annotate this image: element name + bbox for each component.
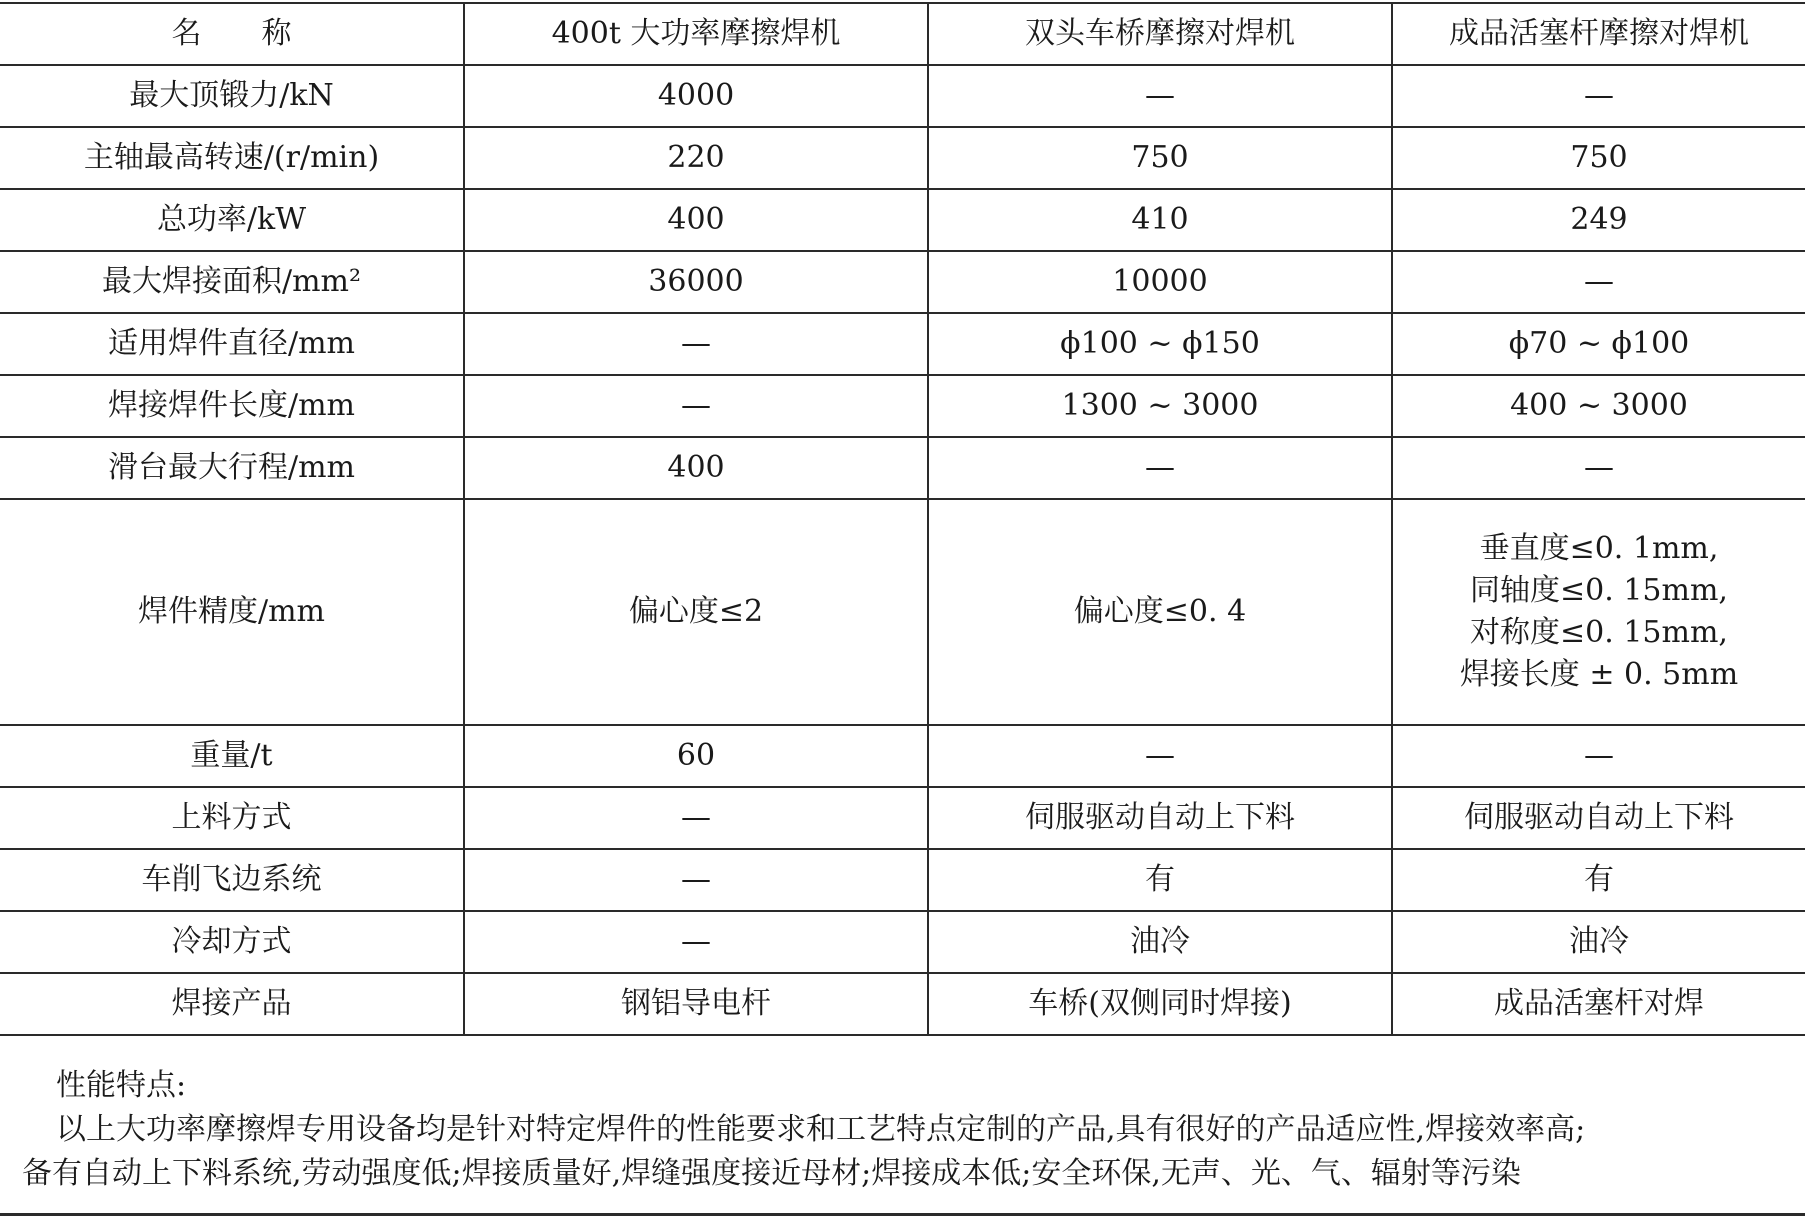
table-row	[0, 437, 1805, 499]
table-row	[0, 313, 1805, 375]
row-label: 车削飞边系统	[0, 849, 464, 911]
notes-line: 备有自动上下料系统,劳动强度低;焊接质量好,焊缝强度接近母材;焊接成本低;安全环保,无声、光、气、辐射等污染	[22, 1156, 1521, 1191]
cell: 60	[464, 725, 928, 787]
row-label: 焊件精度/mm	[0, 499, 464, 725]
header-machine-400t: 400t 大功率摩擦焊机	[464, 3, 928, 65]
table-row	[0, 973, 1805, 1035]
cell: 钢铝导电杆	[464, 973, 928, 1035]
cell: 偏心度≤2	[464, 499, 928, 725]
cell: 车桥(双侧同时焊接)	[928, 973, 1392, 1035]
cell: ϕ100 ~ ϕ150	[928, 313, 1392, 375]
cell-line: 焊接长度 ± 0. 5mm	[1459, 657, 1739, 692]
spec-table	[0, 2, 1805, 1036]
cell: 10000	[928, 251, 1392, 313]
cell: —	[1392, 65, 1805, 127]
table-row	[0, 251, 1805, 313]
cell: —	[464, 375, 928, 437]
cell: ϕ70 ~ ϕ100	[1392, 313, 1805, 375]
row-label: 冷却方式	[0, 911, 464, 973]
table-row	[0, 189, 1805, 251]
row-label: 焊接产品	[0, 973, 464, 1035]
cell: 油冷	[1392, 911, 1805, 973]
header-name: 名 称	[0, 3, 464, 65]
table-row	[0, 911, 1805, 973]
cell: 有	[928, 849, 1392, 911]
cell: —	[464, 849, 928, 911]
table-row	[0, 849, 1805, 911]
cell-line: 同轴度≤0. 15mm,	[1470, 573, 1728, 608]
row-label: 适用焊件直径/mm	[0, 313, 464, 375]
cell: —	[464, 787, 928, 849]
cell-multiline	[1392, 499, 1805, 725]
cell: 伺服驱动自动上下料	[928, 787, 1392, 849]
cell: 750	[1392, 127, 1805, 189]
cell: —	[928, 725, 1392, 787]
cell: 249	[1392, 189, 1805, 251]
table-row	[0, 65, 1805, 127]
cell-line: 垂直度≤0. 1mm,	[1479, 531, 1719, 566]
table-header-row	[0, 3, 1805, 65]
table-row	[0, 499, 1805, 725]
row-label: 总功率/kW	[0, 189, 464, 251]
header-machine-piston-rod: 成品活塞杆摩擦对焊机	[1392, 3, 1805, 65]
cell: 400	[464, 189, 928, 251]
cell: 750	[928, 127, 1392, 189]
cell: 400 ~ 3000	[1392, 375, 1805, 437]
header-machine-axle: 双头车桥摩擦对焊机	[928, 3, 1392, 65]
cell: 偏心度≤0. 4	[928, 499, 1392, 725]
row-label: 最大焊接面积/mm²	[0, 251, 464, 313]
cell: 36000	[464, 251, 928, 313]
notes-line: 以上大功率摩擦焊专用设备均是针对特定焊件的性能要求和工艺特点定制的产品,具有很好的产品适应性,焊接效率高;	[56, 1112, 1586, 1147]
cell: —	[1392, 437, 1805, 499]
table-row	[0, 725, 1805, 787]
cell: —	[464, 313, 928, 375]
row-label: 主轴最高转速/(r/min)	[0, 127, 464, 189]
cell: 成品活塞杆对焊	[1392, 973, 1805, 1035]
cell: —	[928, 437, 1392, 499]
performance-notes	[0, 1042, 1805, 1216]
table-row	[0, 375, 1805, 437]
notes-title: 性能特点:	[56, 1068, 187, 1103]
row-label: 焊接焊件长度/mm	[0, 375, 464, 437]
row-label: 上料方式	[0, 787, 464, 849]
cell: —	[1392, 251, 1805, 313]
cell: 1300 ~ 3000	[928, 375, 1392, 437]
cell: 400	[464, 437, 928, 499]
cell: 4000	[464, 65, 928, 127]
cell: —	[1392, 725, 1805, 787]
cell-line: 对称度≤0. 15mm,	[1470, 615, 1728, 650]
row-label: 最大顶锻力/kN	[0, 65, 464, 127]
cell: 有	[1392, 849, 1805, 911]
cell: 410	[928, 189, 1392, 251]
table-row	[0, 127, 1805, 189]
row-label: 滑台最大行程/mm	[0, 437, 464, 499]
cell: 220	[464, 127, 928, 189]
cell: —	[928, 65, 1392, 127]
table-row	[0, 787, 1805, 849]
cell: 油冷	[928, 911, 1392, 973]
row-label: 重量/t	[0, 725, 464, 787]
cell: —	[464, 911, 928, 973]
cell: 伺服驱动自动上下料	[1392, 787, 1805, 849]
